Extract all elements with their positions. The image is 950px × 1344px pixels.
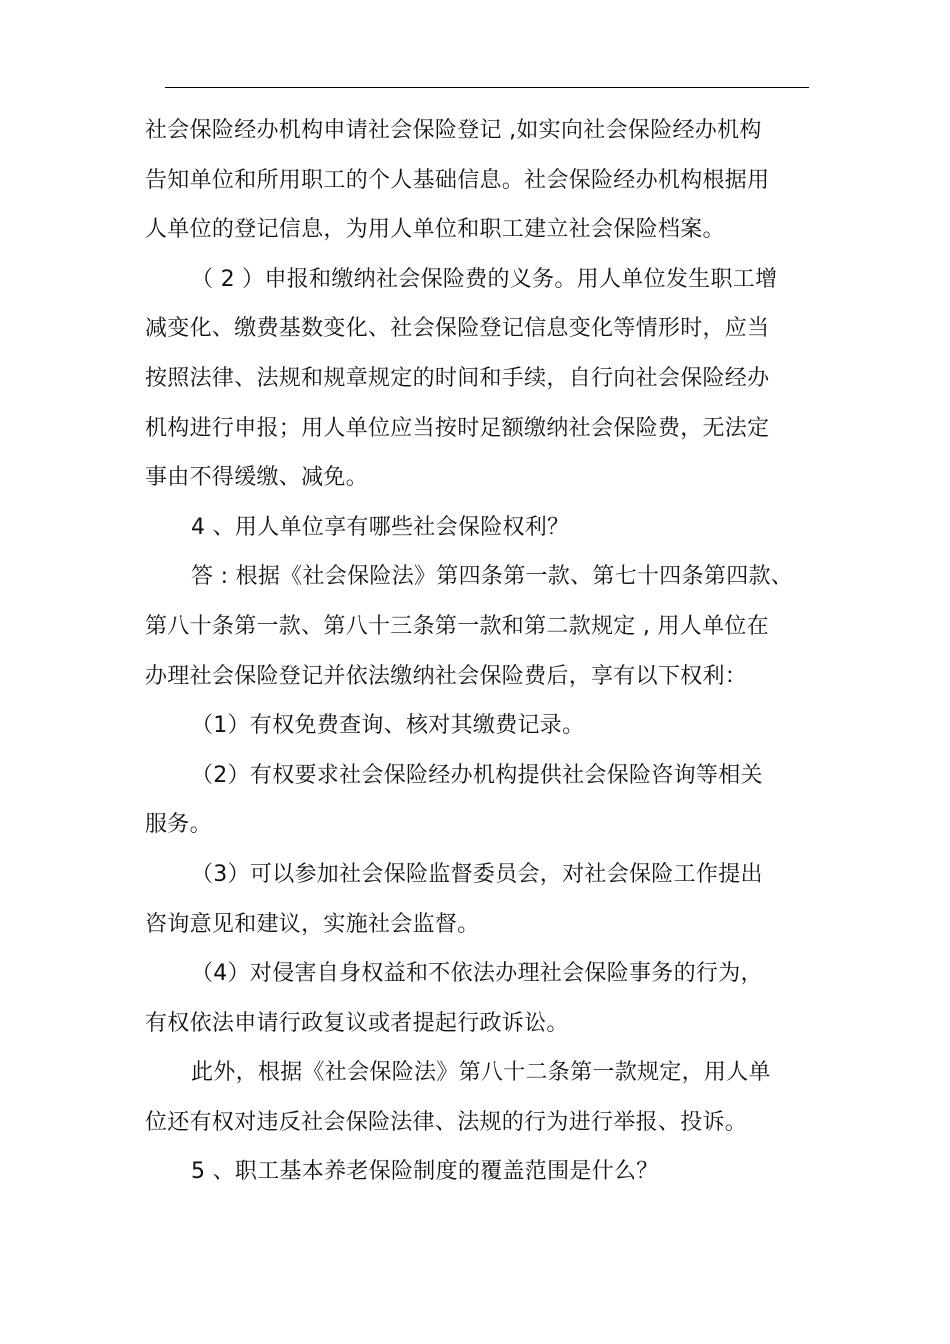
text-line: （ 2 ）申报和缴纳社会保险费的义务。用人单位发生职工增 [191, 266, 778, 292]
document-body [145, 106, 815, 1197]
text-line: （1）有权免费查询、核对其缴费记录。 [191, 713, 585, 739]
text-line: 按照法律、法规和规章规定的时间和手续，自行向社会保险经办 [145, 365, 770, 391]
text-line: （4）对侵害自身权益和不依法办理社会保险事务的行为， [191, 961, 763, 987]
text-line: 第八十条第一款、第八十三条第一款和第二款规定 , 用人单位在 [145, 613, 769, 639]
text-line: （2）有权要求社会保险经办机构提供社会保险咨询等相关 [191, 762, 763, 788]
text-line: 此外，根据《社会保险法》第八十二条第一款规定，用人单 [191, 1060, 771, 1086]
text-line: 告知单位和所用职工的个人基础信息。社会保险经办机构根据用 [145, 167, 770, 193]
text-line: 答 : 根据《社会保险法》第四条第一款、第七十四条第四款、 [191, 564, 794, 590]
question-heading: 5 、职工基本养老保险制度的覆盖范围是什么？ [191, 1159, 659, 1185]
text-line: 咨询意见和建议，实施社会监督。 [145, 911, 480, 937]
text-line: 机构进行申报；用人单位应当按时足额缴纳社会保险费，无法定 [145, 415, 770, 441]
text-line: 社会保险经办机构申请社会保险登记 ,如实向社会保险经办机构 [145, 118, 762, 143]
text-line: 办理社会保险登记并依法缴纳社会保险费后，享有以下权利： [145, 663, 748, 689]
text-line: （3）可以参加社会保险监督委员会，对社会保险工作提出 [191, 861, 763, 887]
text-line: 位还有权对违反社会保险法律、法规的行为进行举报、投诉。 [145, 1109, 748, 1135]
text-line: 减变化、缴费基数变化、社会保险登记信息变化等情形时，应当 [145, 316, 770, 342]
text-line: 事由不得缓缴、减免。 [145, 465, 369, 491]
text-line: 有权依法申请行政复议或者提起行政诉讼。 [145, 1010, 569, 1036]
question-heading: 4 、用人单位享有哪些社会保险权利？ [191, 514, 570, 540]
header-rule [165, 87, 809, 88]
text-line: 服务。 [145, 812, 212, 838]
text-line: 人单位的登记信息，为用人单位和职工建立社会保险档案。 [145, 217, 725, 243]
